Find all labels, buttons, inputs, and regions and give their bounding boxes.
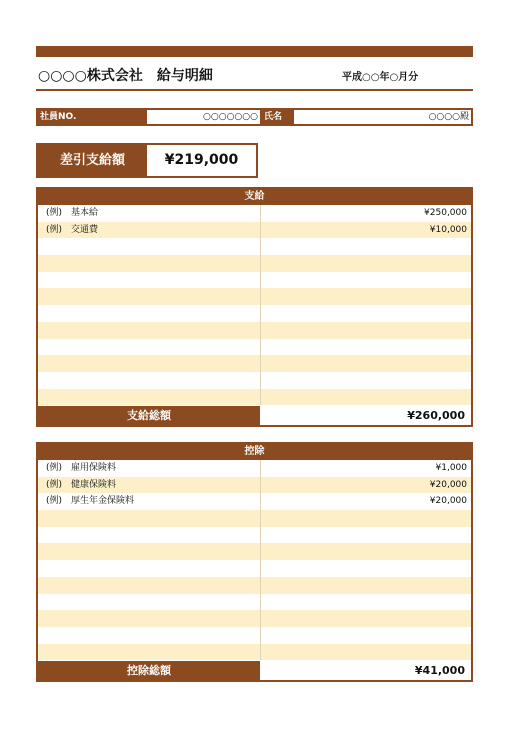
payments-rows bbox=[38, 205, 471, 405]
table-row bbox=[38, 355, 471, 372]
item-name: (例) 基本給 bbox=[46, 208, 99, 218]
item-name: (例) 健康保険料 bbox=[46, 479, 117, 490]
table-row bbox=[38, 272, 471, 289]
table-row bbox=[38, 288, 471, 305]
item-amount: ¥250,000 bbox=[424, 208, 467, 218]
item-amount: ¥10,000 bbox=[429, 224, 467, 235]
item-name: (例) 交通費 bbox=[46, 224, 99, 235]
payments-total-row bbox=[38, 406, 471, 425]
deductions-section bbox=[36, 442, 473, 682]
table-row bbox=[38, 389, 471, 406]
item-amount: ¥20,000 bbox=[429, 479, 467, 490]
table-row bbox=[38, 627, 471, 644]
deductions-total-value: ¥41,000 bbox=[260, 661, 471, 680]
employee-id-value: ○○○○○○○ bbox=[147, 110, 260, 124]
payments-section bbox=[36, 187, 473, 427]
deductions-rows bbox=[38, 460, 471, 660]
table-row bbox=[38, 255, 471, 272]
table-row bbox=[38, 493, 471, 510]
title-underline bbox=[36, 89, 473, 91]
table-row bbox=[38, 305, 471, 322]
table-row bbox=[38, 339, 471, 356]
table-row bbox=[38, 222, 471, 239]
column-divider bbox=[260, 205, 261, 405]
item-amount: ¥1,000 bbox=[435, 463, 467, 473]
table-row bbox=[38, 594, 471, 611]
table-row bbox=[38, 527, 471, 544]
title-row bbox=[36, 62, 473, 88]
net-pay-box bbox=[36, 143, 258, 178]
payments-heading: 支給 bbox=[38, 189, 471, 205]
table-row bbox=[38, 560, 471, 577]
employee-info-row bbox=[36, 108, 473, 126]
table-row bbox=[38, 322, 471, 339]
employee-name-label: 氏名 bbox=[264, 112, 283, 122]
deductions-heading: 控除 bbox=[38, 444, 471, 460]
table-row bbox=[38, 610, 471, 627]
item-name: (例) 雇用保険料 bbox=[46, 463, 117, 473]
company-title: ○○○○株式会社 給与明細 bbox=[38, 68, 213, 84]
item-name: (例) 厚生年金保険料 bbox=[46, 496, 135, 507]
table-row bbox=[38, 205, 471, 222]
table-row bbox=[38, 510, 471, 527]
table-row bbox=[38, 644, 471, 661]
table-row bbox=[38, 577, 471, 594]
deductions-total-label: 控除総額 bbox=[38, 661, 260, 680]
net-pay-value: ¥219,000 bbox=[164, 152, 239, 168]
pay-period: 平成○○年○月分 bbox=[342, 72, 419, 83]
table-row bbox=[38, 460, 471, 477]
employee-name-value: ○○○○殿 bbox=[294, 110, 471, 124]
deductions-total-row bbox=[38, 661, 471, 680]
table-row bbox=[38, 543, 471, 560]
payments-total-label: 支給総額 bbox=[38, 406, 260, 425]
employee-id-label: 社員NO. bbox=[40, 112, 77, 122]
table-row bbox=[38, 477, 471, 494]
column-divider bbox=[260, 460, 261, 660]
header-bar bbox=[36, 46, 473, 57]
table-row bbox=[38, 238, 471, 255]
table-row bbox=[38, 372, 471, 389]
item-amount: ¥20,000 bbox=[429, 496, 467, 507]
payments-total-value: ¥260,000 bbox=[260, 406, 471, 425]
net-pay-label: 差引支給額 bbox=[38, 145, 147, 176]
